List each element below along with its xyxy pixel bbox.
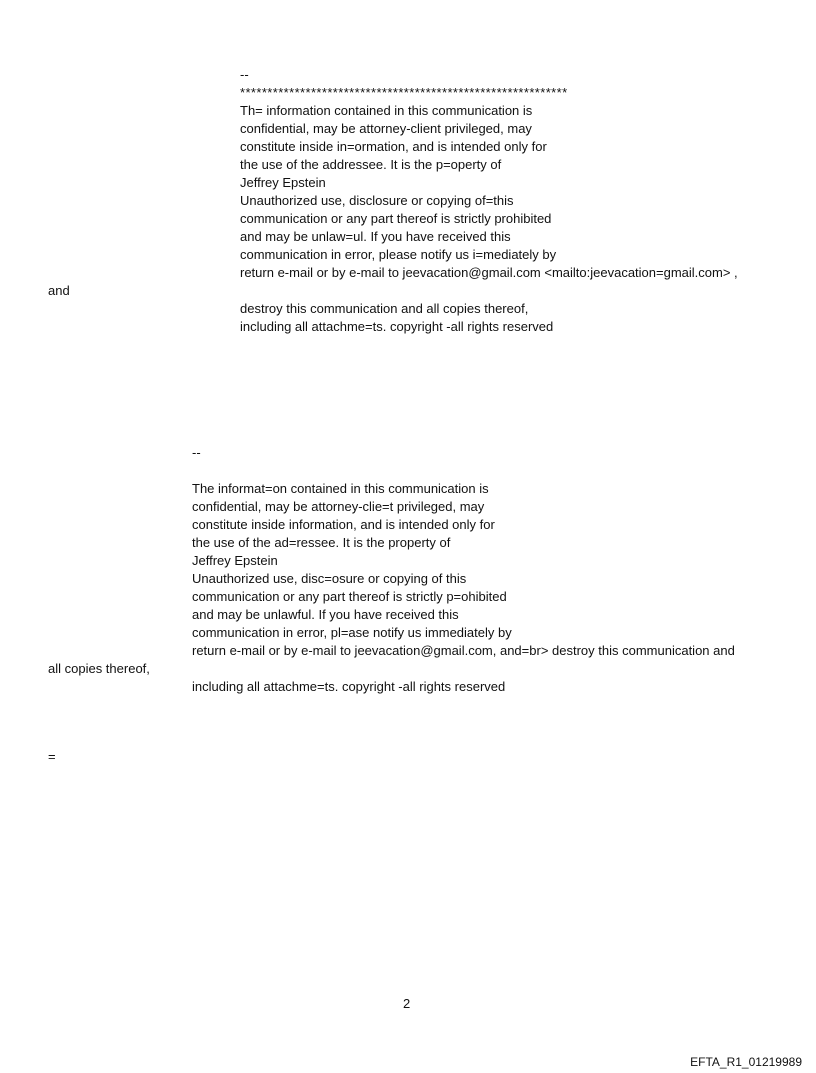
disclaimer-line: communication or any part thereof is strictly prohibited	[240, 211, 552, 226]
disclaimer-line: Unauthorized use, disc=osure or copying of this	[192, 571, 467, 586]
disclaimer-line: confidential, may be attorney-client privileged, may	[240, 121, 532, 136]
separator-dashes: --	[192, 445, 201, 460]
disclaimer-line: constitute inside information, and is intended only for	[192, 517, 495, 532]
disclaimer-line: and may be unlawful. If you have received this	[192, 607, 459, 622]
wrapped-fragment: and	[48, 283, 70, 298]
disclaimer-line: communication or any part thereof is strictly p=ohibited	[192, 589, 507, 604]
trailing-equals: =	[48, 749, 56, 764]
disclaimer-line: Unauthorized use, disclosure or copying of=this	[240, 193, 514, 208]
disclaimer-line: the use of the addressee. It is the p=operty of	[240, 157, 502, 172]
disclaimer-line: constitute inside in=ormation, and is intended only for	[240, 139, 547, 154]
disclaimer-line: Th= information contained in this communication is	[240, 103, 533, 118]
separator-asterisks: ************************************************************	[240, 85, 568, 100]
disclaimer-line: communication in error, please notify us i=mediately by	[240, 247, 557, 262]
disclaimer-line: the use of the ad=ressee. It is the property of	[192, 535, 451, 550]
disclaimer-line: destroy this communication and all copies thereof,	[240, 301, 529, 316]
wrapped-fragment: all copies thereof,	[48, 661, 150, 676]
disclaimer-line: confidential, may be attorney-clie=t privileged, may	[192, 499, 485, 514]
document-id: EFTA_R1_01219989	[690, 1055, 802, 1069]
page-number: 2	[403, 996, 411, 1011]
disclaimer-line: Jeffrey Epstein	[240, 175, 326, 190]
disclaimer-line: return e-mail or by e-mail to jeevacation@gmail.com <mailto:jeevacation=gmail.com> ,	[240, 265, 738, 280]
disclaimer-line: including all attachme=ts. copyright -all rights reserved	[192, 679, 506, 694]
disclaimer-line: communication in error, pl=ase notify us immediately by	[192, 625, 512, 640]
disclaimer-line: The informat=on contained in this communication is	[192, 481, 489, 496]
disclaimer-line: return e-mail or by e-mail to jeevacation@gmail.com, and=br> destroy this communication and	[192, 643, 735, 658]
separator-dashes: --	[240, 67, 249, 82]
disclaimer-line: Jeffrey Epstein	[192, 553, 278, 568]
disclaimer-line: including all attachme=ts. copyright -all rights reserved	[240, 319, 554, 334]
disclaimer-line: and may be unlaw=ul. If you have received this	[240, 229, 511, 244]
